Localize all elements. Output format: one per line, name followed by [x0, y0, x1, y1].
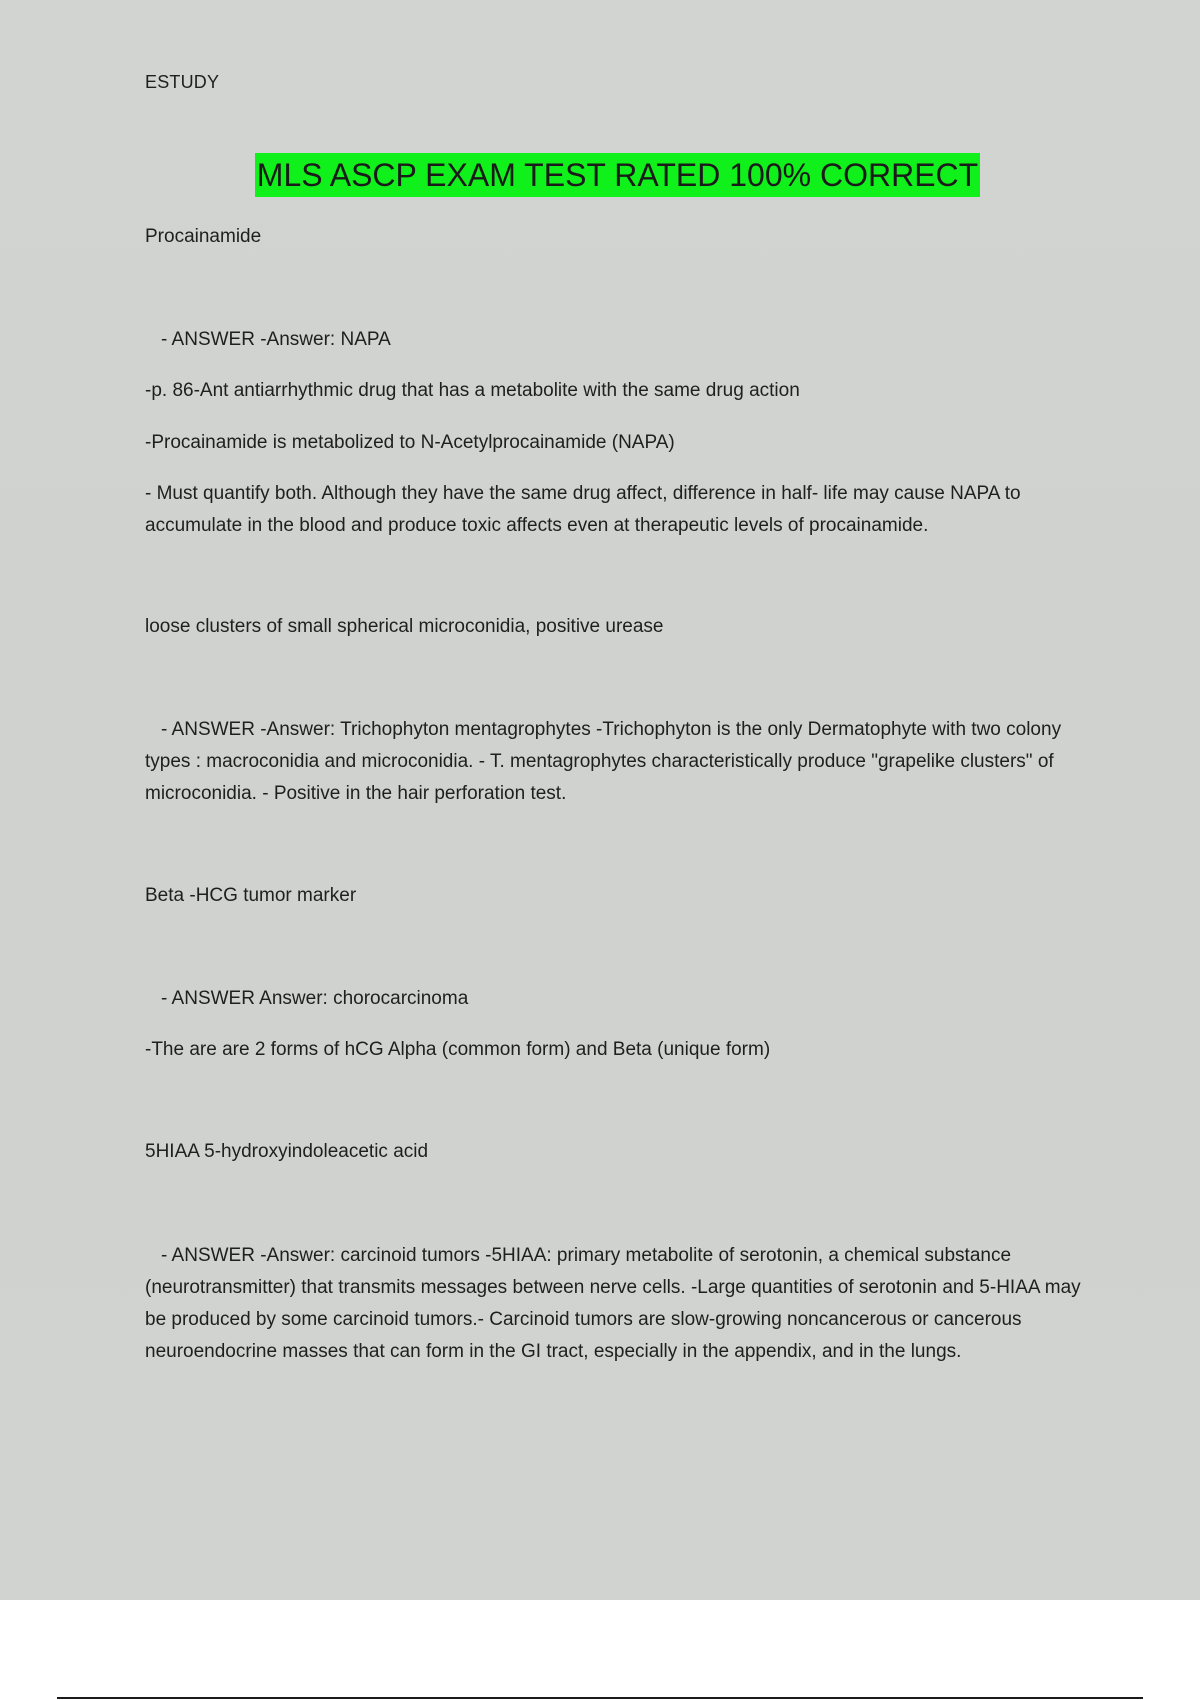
answer-text: - ANSWER -Answer: Trichophyton mentagrophytes -Trichophyton is the only Dermatophyte with two colony types : macroconidia and microconidia. - T. mentagrophytes characteristically produce "grapelike clusters" of microconidia. - Positive in the hair perforation test. — [145, 719, 1062, 804]
note-text: -p. 86-Ant antiarrhythmic drug that has a metabolite with the same drug action — [145, 380, 800, 401]
question-text: Beta -HCG tumor marker — [145, 885, 357, 906]
question-text: Procainamide — [145, 226, 262, 247]
answer-text: - ANSWER -Answer: carcinoid tumors -5HIAA: primary metabolite of serotonin, a chemical substance (neurotransmitter) that transmits messages between nerve cells. -Large quantities of serotonin and 5-HIAA may be produced by some carcinoid tumors.- Carcinoid tumors are slow-growing noncancerous or cancerous neuroendocrine masses that can form in the GI tract, especially in the appendix, and in the lungs. — [145, 1245, 1081, 1362]
document-title: MLS ASCP EXAM TEST RATED 100% CORRECT — [255, 153, 980, 197]
answer-text: - ANSWER -Answer: NAPA — [161, 329, 391, 350]
footer-divider — [57, 1697, 1143, 1699]
note-text: -The are are 2 forms of hCG Alpha (common form) and Beta (unique form) — [145, 1039, 771, 1060]
note-text: -Procainamide is metabolized to N-Acetylprocainamide (NAPA) — [145, 432, 675, 453]
brand-label: ESTUDY — [145, 72, 220, 92]
note-text: - Must quantify both. Although they have the same drug affect, difference in half- life may cause NAPA to accumulate in the blood and produce toxic affects even at therapeutic levels of procainamide. — [145, 483, 1021, 536]
title-container — [145, 153, 1090, 197]
answer-text: - ANSWER Answer: chorocarcinoma — [161, 988, 469, 1009]
question-text: loose clusters of small spherical microconidia, positive urease — [145, 616, 664, 637]
question-text: 5HIAA 5-hydroxyindoleacetic acid — [145, 1141, 429, 1162]
